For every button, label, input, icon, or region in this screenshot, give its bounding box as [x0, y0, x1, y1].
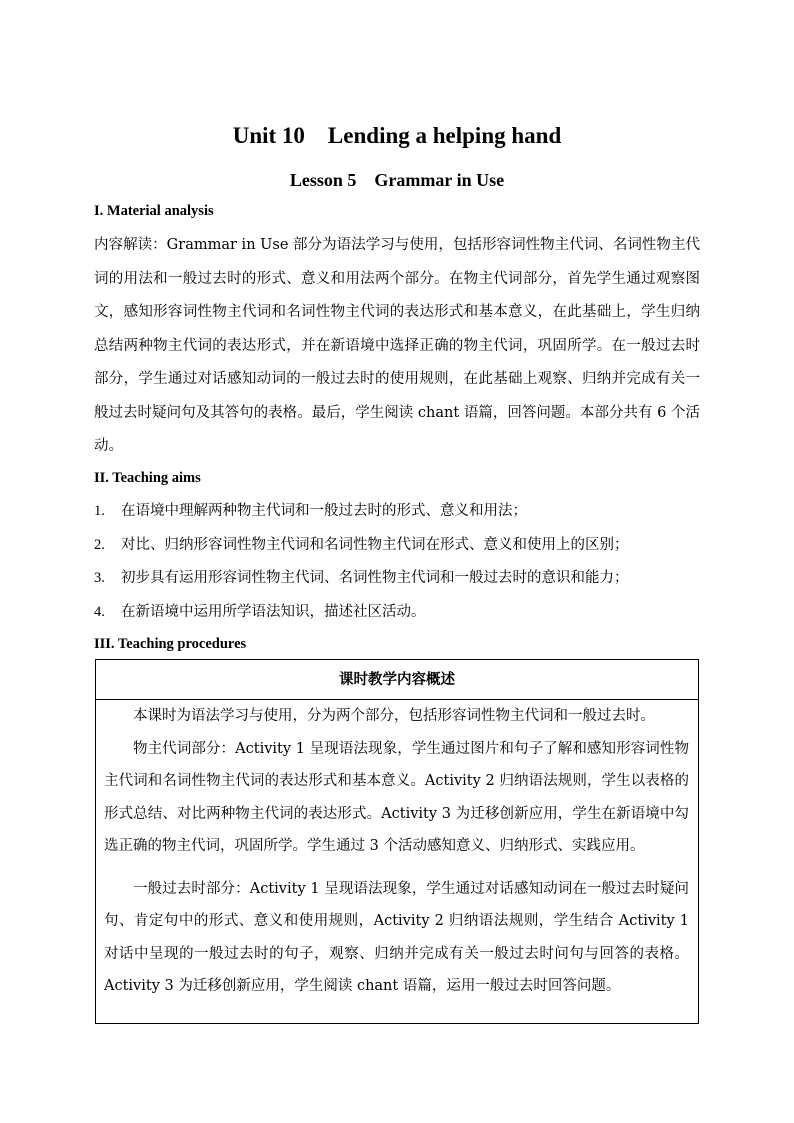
list-item: [94, 495, 700, 529]
teaching-aims-heading: II. Teaching aims: [94, 470, 201, 486]
item-number: 3.: [94, 570, 105, 586]
table-body: [96, 700, 698, 1003]
material-analysis-text: 内容解读：Grammar in Use 部分为语法学习与使用，包括形容词性物主代词、名词性物主代词的用法和一般过去时的形式、意义和用法两个部分。在物主代词部分，首先学生通过观察图文，感知形容词性物主代词和名词性物主代词的表达形式和基本意义，在此基础上，学生归纳总结两种物主代词的表达形式，并在新语境中选择正确的物主代词，巩固所学。在一般过去时部分，学生通过对话感知动词的一般过去时的使用规则，在此基础上观察、归纳并完成有关一般过去时疑问句及其答句的表格。最后，学生阅读 chant 语篇，回答问题。本部分共有 6 个活动。: [94, 237, 700, 454]
teaching-procedures-heading: III. Teaching procedures: [94, 636, 247, 652]
item-text: 初步具有运用形容词性物主代词、名词性物主代词和一般过去时的意识和能力；: [121, 570, 629, 586]
table-header: 课时教学内容概述: [96, 660, 698, 700]
content-overview-table: [95, 659, 699, 1024]
unit-title: Unit 10 Lending a helping hand: [232, 123, 562, 148]
item-number: 4.: [94, 603, 105, 620]
lesson-title: Lesson 5 Grammar in Use: [289, 170, 505, 190]
item-number: 2.: [94, 536, 105, 553]
list-item: [94, 529, 700, 563]
item-text: 在语境中理解两种物主代词和一般过去时的形式、意义和用法；: [121, 503, 527, 519]
list-item: [94, 596, 700, 630]
teaching-aims-list: [94, 495, 700, 629]
list-item: [94, 562, 700, 596]
past-tense-paragraph: 一般过去时部分：Activity 1 呈现语法现象，学生通过对话感知动词在一般过去时疑问句、肯定句中的形式、意义和使用规则，Activity 2 归纳语法规则，学生结合 Activity 1 对话中呈现的一般过去时的句子，观察、归纳并完成有关一般过去时问句与回答的表格。Activity 3 为迁移创新应用，学生阅读 chant 语篇，运用一般过去时回答问题。: [104, 880, 689, 994]
item-number: 1.: [94, 503, 105, 519]
pronoun-paragraph: 物主代词部分：Activity 1 呈现语法现象，学生通过图片和句子了解和感知形容词性物主代词和名词性物主代词的表达形式和基本意义。Activity 2 归纳语法规则，学生以表格的形式总结、对比两种物主代词的表达形式。Activity 3 为迁移创新应用，学生在新语境中勾选正确的物主代词，巩固所学。学生通过 3 个活动感知意义、归纳形式、实践应用。: [104, 740, 689, 854]
material-analysis-heading: I. Material analysis: [94, 203, 214, 219]
item-text: 对比、归纳形容词性物主代词和名词性物主代词在形式、意义和使用上的区别；: [121, 536, 629, 553]
item-text: 在新语境中运用所学语法知识，描述社区活动。: [121, 603, 426, 620]
overview-paragraph: 本课时为语法学习与使用，分为两个部分，包括形容词性物主代词和一般过去时。: [133, 708, 655, 724]
